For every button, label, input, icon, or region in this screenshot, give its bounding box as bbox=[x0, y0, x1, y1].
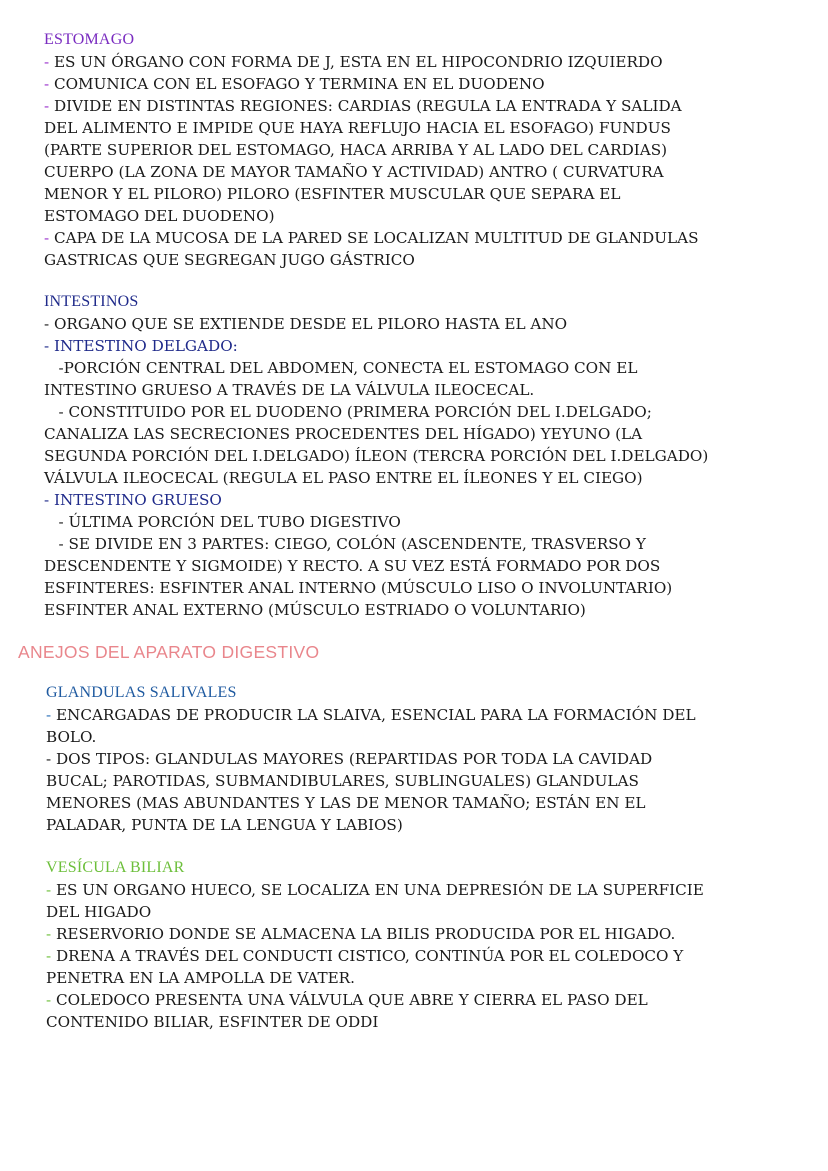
dash: - bbox=[44, 75, 54, 93]
heading-intestinos: INTESTINOS bbox=[44, 293, 139, 310]
line-text: BUCAL; PAROTIDAS, SUBMANDIBULARES, SUBLINGUALES) GLANDULAS bbox=[46, 772, 639, 790]
line-text: PALADAR, PUNTA DE LA LENGUA Y LABIOS) bbox=[46, 816, 403, 834]
line-text: CONTENIDO BILIAR, ESFINTER DE ODDI bbox=[46, 1013, 379, 1031]
dash: - bbox=[46, 925, 56, 943]
line-text: CUERPO (LA ZONA DE MAYOR TAMAÑO Y ACTIVIDAD) ANTRO ( CURVATURA bbox=[44, 163, 664, 181]
line-text: (PARTE SUPERIOR DEL ESTOMAGO, HACA ARRIBA Y AL LADO DEL CARDIAS) bbox=[44, 141, 668, 159]
intestino-delgado-lines bbox=[44, 357, 804, 489]
line-text: BOLO. bbox=[46, 728, 97, 746]
text-line bbox=[44, 205, 804, 227]
dash: - bbox=[46, 947, 56, 965]
text-line bbox=[44, 161, 804, 183]
text-line bbox=[46, 945, 806, 967]
line-text: MENOR Y EL PILORO) PILORO (ESFINTER MUSCULAR QUE SEPARA EL bbox=[44, 185, 621, 203]
dash: - bbox=[44, 337, 54, 355]
text-line bbox=[46, 901, 806, 923]
text-line bbox=[46, 989, 806, 1011]
heading-vesicula-biliar: VESÍCULA BILIAR bbox=[46, 859, 185, 876]
line-text: PENETRA EN LA AMPOLLA DE VATER. bbox=[46, 969, 355, 987]
text-line bbox=[46, 704, 806, 726]
text-line: SEGUNDA PORCIÓN DEL I.DELGADO) ÍLEON (TERCRA PORCIÓN DEL I.DELGADO) bbox=[44, 447, 709, 465]
intestino-delgado-heading-line bbox=[44, 335, 804, 357]
heading-glandulas-salivales: GLANDULAS SALIVALES bbox=[46, 684, 237, 701]
section-estomago bbox=[44, 29, 804, 271]
line-text: DRENA A TRAVÉS DEL CONDUCTI CISTICO, CONTINÚA POR EL COLEDOCO Y bbox=[55, 947, 684, 965]
text-line bbox=[44, 139, 804, 161]
text-line bbox=[46, 923, 806, 945]
glandulas-lines bbox=[46, 704, 806, 836]
text-line bbox=[46, 748, 806, 770]
text-line: VÁLVULA ILEOCECAL (REGULA EL PASO ENTRE EL ÍLEONES Y EL CIEGO) bbox=[44, 469, 643, 487]
line-text: COMUNICA CON EL ESOFAGO Y TERMINA EN EL DUODENO bbox=[53, 75, 545, 93]
line-text: - DOS TIPOS: GLANDULAS MAYORES (REPARTIDAS POR TODA LA CAVIDAD bbox=[46, 750, 653, 768]
section-intestinos bbox=[44, 291, 804, 621]
text-line: DESCENDENTE Y SIGMOIDE) Y RECTO. A SU VEZ ESTÁ FORMADO POR DOS bbox=[44, 557, 661, 575]
line-text: ES UN ÓRGANO CON FORMA DE J, ESTA EN EL HIPOCONDRIO IZQUIERDO bbox=[53, 53, 663, 71]
text-line bbox=[46, 1011, 806, 1033]
dash: - bbox=[44, 97, 54, 115]
text-line bbox=[46, 879, 806, 901]
line-text: ESTOMAGO DEL DUODENO) bbox=[44, 207, 275, 225]
dash: - bbox=[46, 881, 56, 899]
text-line bbox=[46, 792, 806, 814]
line-text: MENORES (MAS ABUNDANTES Y LAS DE MENOR TAMAÑO; ESTÁN EN EL bbox=[46, 794, 646, 812]
line-text: ES UN ORGANO HUECO, SE LOCALIZA EN UNA DEPRESIÓN DE LA SUPERFICIE bbox=[55, 881, 704, 899]
section-glandulas-salivales bbox=[46, 682, 806, 836]
text-line bbox=[46, 770, 806, 792]
line-text: RESERVORIO DONDE SE ALMACENA LA BILIS PRODUCIDA POR EL HIGADO. bbox=[55, 925, 676, 943]
text-line bbox=[44, 95, 804, 117]
line-text: COLEDOCO PRESENTA UNA VÁLVULA QUE ABRE Y CIERRA EL PASO DEL bbox=[55, 991, 648, 1009]
text-line bbox=[46, 967, 806, 989]
vesicula-lines bbox=[46, 879, 806, 1033]
line-text: ENCARGADAS DE PRODUCIR LA SLAIVA, ESENCIAL PARA LA FORMACIÓN DEL bbox=[55, 706, 696, 724]
text-line bbox=[44, 183, 804, 205]
dash: - bbox=[44, 229, 54, 247]
text-line: ESFINTERES: ESFINTER ANAL INTERNO (MÚSCULO LISO O INVOLUNTARIO) bbox=[44, 579, 673, 597]
dash: - bbox=[44, 491, 54, 509]
text-line: - ÚLTIMA PORCIÓN DEL TUBO DIGESTIVO bbox=[44, 513, 401, 531]
text-line: ESFINTER ANAL EXTERNO (MÚSCULO ESTRIADO O VOLUNTARIO) bbox=[44, 601, 586, 619]
text-line: INTESTINO GRUESO A TRAVÉS DE LA VÁLVULA ILEOCECAL. bbox=[44, 381, 535, 399]
text-line bbox=[46, 814, 806, 836]
dash: - bbox=[46, 706, 56, 724]
text-line bbox=[44, 117, 804, 139]
heading-estomago: ESTOMAGO bbox=[44, 31, 135, 48]
section-title-anejos: ANEJOS DEL APARATO DIGESTIVO bbox=[18, 642, 320, 662]
line-text: DIVIDE EN DISTINTAS REGIONES: CARDIAS (REGULA LA ENTRADA Y SALIDA bbox=[53, 97, 682, 115]
text-line: -PORCIÓN CENTRAL DEL ABDOMEN, CONECTA EL ESTOMAGO CON EL bbox=[44, 359, 638, 377]
line-text: CAPA DE LA MUCOSA DE LA PARED SE LOCALIZAN MULTITUD DE GLANDULAS bbox=[53, 229, 699, 247]
intestinos-organo-line: - ORGANO QUE SE EXTIENDE DESDE EL PILORO HASTA EL ANO bbox=[44, 315, 568, 333]
text-line bbox=[44, 73, 804, 95]
section-vesicula-biliar bbox=[46, 857, 806, 1033]
estomago-lines bbox=[44, 51, 804, 271]
text-line bbox=[46, 726, 806, 748]
heading-intestino-delgado: INTESTINO DELGADO: bbox=[53, 337, 238, 355]
text-line: - CONSTITUIDO POR EL DUODENO (PRIMERA PORCIÓN DEL I.DELGADO; bbox=[44, 403, 652, 421]
line-text: GASTRICAS QUE SEGREGAN JUGO GÁSTRICO bbox=[44, 251, 415, 269]
dash: - bbox=[44, 53, 54, 71]
text-line bbox=[44, 51, 804, 73]
dash: - bbox=[46, 991, 56, 1009]
text-line: CANALIZA LAS SECRECIONES PROCEDENTES DEL HÍGADO) YEYUNO (LA bbox=[44, 425, 643, 443]
intestino-grueso-lines bbox=[44, 511, 804, 621]
text-line bbox=[44, 249, 804, 271]
intestino-grueso-heading-line bbox=[44, 489, 804, 511]
heading-intestino-grueso: INTESTINO GRUESO bbox=[53, 491, 222, 509]
text-line bbox=[44, 227, 804, 249]
text-line: - SE DIVIDE EN 3 PARTES: CIEGO, COLÓN (ASCENDENTE, TRASVERSO Y bbox=[44, 535, 646, 553]
line-text: DEL HIGADO bbox=[46, 903, 152, 921]
line-text: DEL ALIMENTO E IMPIDE QUE HAYA REFLUJO HACIA EL ESOFAGO) FUNDUS bbox=[44, 119, 671, 137]
